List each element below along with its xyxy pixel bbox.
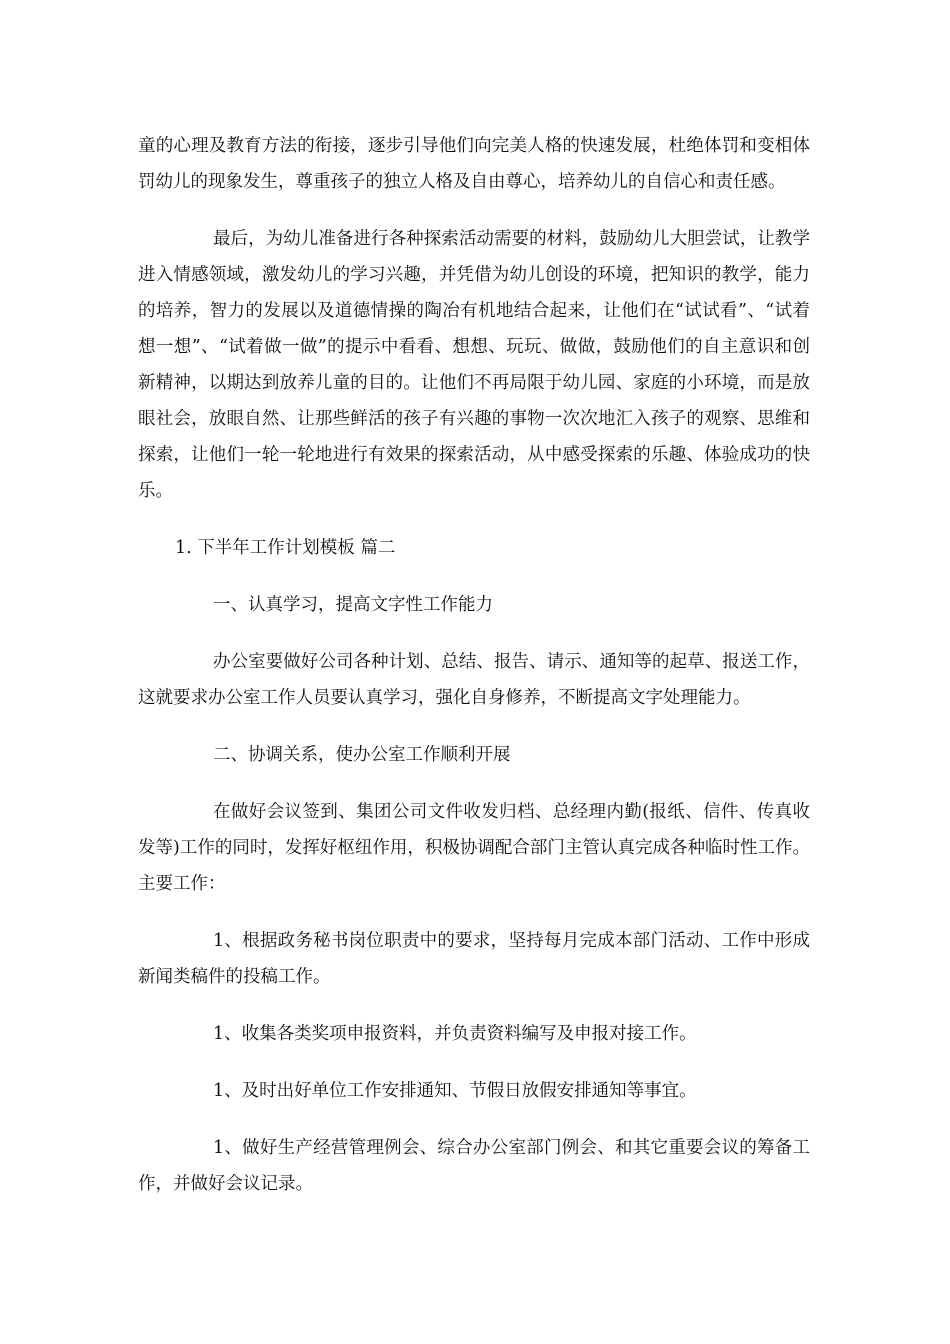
paragraph-continuation: 童的心理及教育方法的衔接，逐步引导他们向完美人格的快速发展，杜绝体罚和变相体罚幼儿的现象发生，尊重孩子的独立人格及自由尊心，培养幼儿的自信心和责任感。 xyxy=(138,136,810,192)
paragraph-office-writing: 办公室要做好公司各种计划、总结、报告、请示、通知等的起草、报送工作，这就要求办公室工作人员要认真学习，强化自身修养，不断提高文字处理能力。 xyxy=(138,652,810,708)
subheading-study: 一、认真学习，提高文字性工作能力 xyxy=(213,595,493,615)
paragraph-finally: 最后，为幼儿准备进行各种探索活动需要的材料，鼓励幼儿大胆尝试，让教学进入情感领域，激发幼儿的学习兴趣，并凭借为幼儿创设的环境，把知识的教学，能力的培养，智力的发展以及道德情操的陶冶有机地结合起来，让他们在“试试看”、“试着想一想”、“试着做一做”的提示中看看、想想、玩玩、做做，鼓励他们的自主意识和创新精神，以期达到放养儿童的目的。让他们不再局限于幼儿园、家庭的小环境，而是放眼社会，放眼自然、让那些鲜活的孩子有兴趣的事物一次次地汇入孩子的观察、思维和探索，让他们一轮一轮地进行有效果的探索活动，从中感受探索的乐趣、体验成功的快乐。 xyxy=(138,229,810,501)
paragraph-coordination: 在做好会议签到、集团公司文件收发归档、总经理内勤(报纸、信件、传真收发等)工作的同时，发挥好枢纽作用，积极协调配合部门主管认真完成各种临时性工作。主要工作： xyxy=(138,802,810,894)
list-item: 1、及时出好单位工作安排通知、节假日放假安排通知等事宜。 xyxy=(213,1081,697,1101)
list-item: 1、根据政务秘书岗位职责中的要求，坚持每月完成本部门活动、工作中形成新闻类稿件的投稿工作。 xyxy=(138,931,810,987)
section-heading: 1. 下半年工作计划模板 篇二 xyxy=(175,538,396,558)
list-item: 1、做好生产经营管理例会、综合办公室部门例会、和其它重要会议的筹备工作，并做好会议记录。 xyxy=(138,1138,810,1194)
subheading-coordination: 二、协调关系，使办公室工作顺利开展 xyxy=(213,745,511,765)
list-item: 1、收集各类奖项申报资料，并负责资料编写及申报对接工作。 xyxy=(213,1024,697,1044)
document-body xyxy=(138,128,810,1202)
